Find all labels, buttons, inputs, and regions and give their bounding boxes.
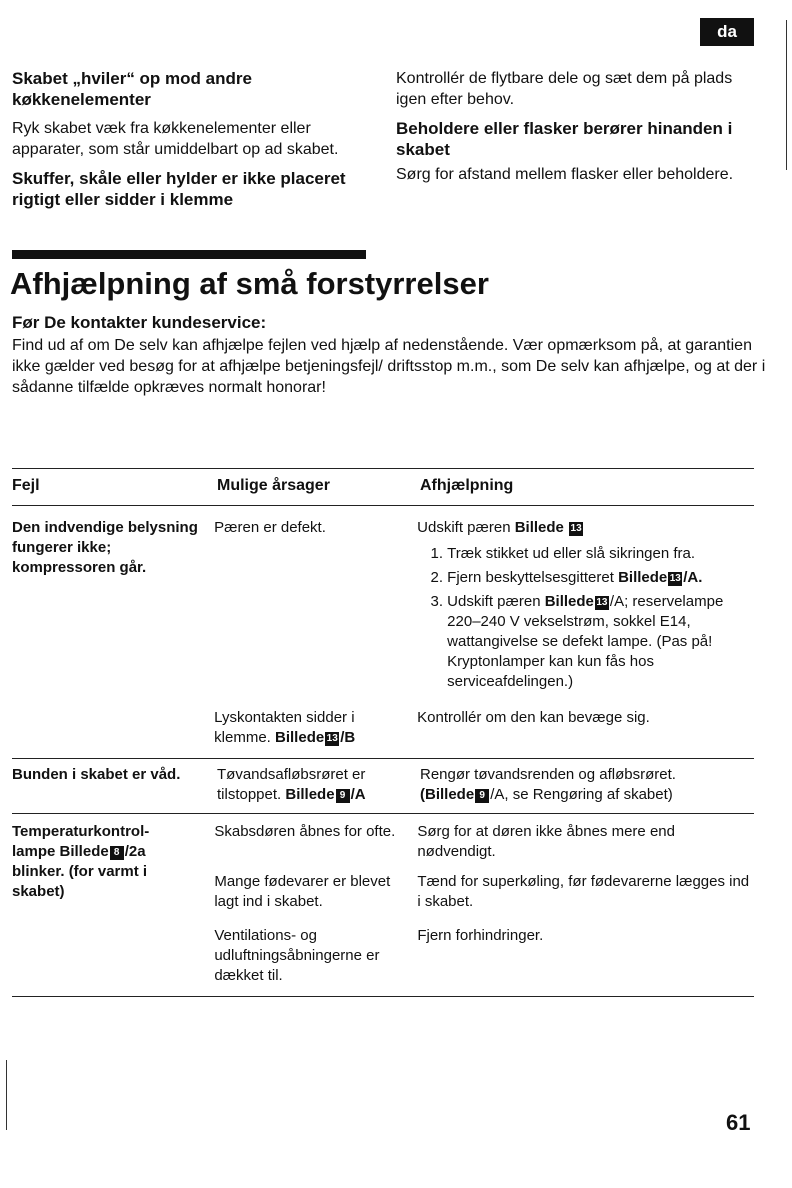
margin-scan-line: [786, 20, 787, 170]
figure-number-badge: 13: [669, 573, 681, 584]
fault-cell: Bunden i skabet er våd.: [12, 766, 181, 783]
cause-cell: Ventilations- og udluftningsåbningerne er dækket til.: [214, 927, 380, 984]
remedy-cell: Tænd for superkøling, før fødevarerne lægges ind i skabet.: [417, 873, 750, 910]
table-row: [12, 506, 754, 758]
remedy-cell: [420, 765, 754, 805]
cause-text: Lyskontakten sidder i klemme.: [214, 709, 355, 746]
step-item: [447, 592, 751, 692]
fault-cell: [12, 822, 214, 986]
remedy-cell: Sørg for at døren ikke åbnes mere end nødvendigt.: [417, 823, 675, 860]
cause-suffix: /A: [350, 786, 366, 803]
cause-suffix: /B: [340, 729, 356, 746]
figure-ref: Billede: [544, 593, 594, 610]
service-text: Find ud af om De selv kan afhjælpe fejlen ved hjælp af nedenstående. Vær opmærksom på, at garantien ikke gælder ved besøg for at afhjælpe betjeningsfejl/ driftsstop m.m., som De selv kan afhjælpe, og at der i sådanne tilfælde opkræves normalt honorar!: [12, 337, 766, 396]
figure-number-badge: 9: [336, 789, 350, 803]
table-header-row: [12, 469, 754, 505]
page-number: 61: [726, 1110, 751, 1135]
header-remedy: Afhjælpning: [420, 477, 514, 494]
header-causes: Mulige årsager: [217, 477, 330, 494]
remedy-steps: [417, 544, 751, 692]
step-suffix: /A.: [683, 569, 703, 586]
step-item: 1. Træk stikket ud eller slå sikringen fra.: [447, 544, 751, 564]
fault-cell: Den indvendige belysning fungerer ikke; kompressoren går.: [12, 519, 198, 576]
figure-number-badge: 13: [326, 733, 338, 744]
step-item: [447, 568, 751, 588]
step-text: Udskift pæren: [447, 593, 545, 610]
troubleshooting-table: [12, 468, 754, 997]
figure-number-badge: 13: [596, 597, 608, 608]
remedy-cell: Fjern forhindringer.: [417, 927, 544, 944]
cause-cell: Skabsdøren åbnes for ofte.: [214, 823, 396, 840]
remedy-text: Udskift pæren: [417, 519, 515, 536]
language-badge: da: [700, 18, 754, 46]
figure-number-badge: 13: [570, 523, 582, 534]
right-paragraph-1: Kontrollér de flytbare dele og sæt dem på plads igen efter behov.: [396, 70, 733, 108]
left-column: [12, 68, 372, 210]
table-row: [12, 759, 754, 813]
figure-number-badge: 8: [110, 846, 124, 860]
figure-number-badge: 9: [475, 789, 489, 803]
remedy-line: Rengør tøvandsrenden og afløbsrøret.: [420, 766, 676, 783]
right-heading-1: Beholdere eller flasker berører hinanden i skabet: [396, 119, 733, 159]
fault-text: Temperaturkontrol-lampe Billede: [12, 823, 150, 860]
service-heading: Før De kontakter kundeservice:: [12, 313, 267, 332]
figure-ref: Billede: [618, 569, 668, 586]
remedy-suffix: /A, se Rengøring af skabet): [490, 786, 673, 803]
remedy-cell: Kontrollér om den kan bevæge sig.: [417, 709, 650, 726]
remedy-cell: [417, 518, 751, 696]
figure-ref: Billede: [514, 519, 564, 536]
right-column: [396, 68, 756, 185]
left-heading-1: Skabet „hviler“ op mod andre køkkenelementer: [12, 69, 252, 109]
figure-ref: (Billede: [420, 786, 475, 803]
step-text: Fjern beskyttelsesgitteret: [447, 569, 619, 586]
cause-cell: [214, 708, 417, 748]
margin-scan-line: [6, 1060, 7, 1130]
service-notice: [12, 312, 772, 398]
section-title: Afhjælpning af små forstyrrelser: [10, 266, 489, 301]
left-paragraph-1: Ryk skabet væk fra køkkenelementer eller apparater, som står umiddelbart op ad skabet.: [12, 120, 339, 158]
left-heading-2: Skuffer, skåle eller hylder er ikke placeret rigtigt eller sidder i klemme: [12, 169, 346, 209]
cause-cell: Pæren er defekt.: [214, 519, 326, 536]
right-paragraph-2: Sørg for afstand mellem flasker eller beholdere.: [396, 166, 734, 183]
cause-cell: Mange fødevarer er blevet lagt ind i skabet.: [214, 873, 391, 910]
cause-cell: [217, 765, 420, 805]
table-row: [12, 814, 754, 996]
step-suffix: /A; reservelampe 220–240 V vekselstrøm, sokkel E14, wattangivelse se defekt lampe. (Pas på! Kryptonlamper kan kun fås hos serviceafdelingen.): [447, 593, 724, 690]
cause-text: Tøvandsafløbsrøret er tilstoppet.: [217, 766, 366, 803]
header-fault: Fejl: [12, 477, 40, 494]
figure-ref: Billede: [275, 729, 325, 746]
fault-suffix: /2a blinker. (for varmt i skabet): [12, 843, 148, 900]
figure-ref: Billede: [285, 786, 335, 803]
table-bottom-rule: [12, 996, 754, 997]
section-divider-bar: [12, 250, 366, 259]
